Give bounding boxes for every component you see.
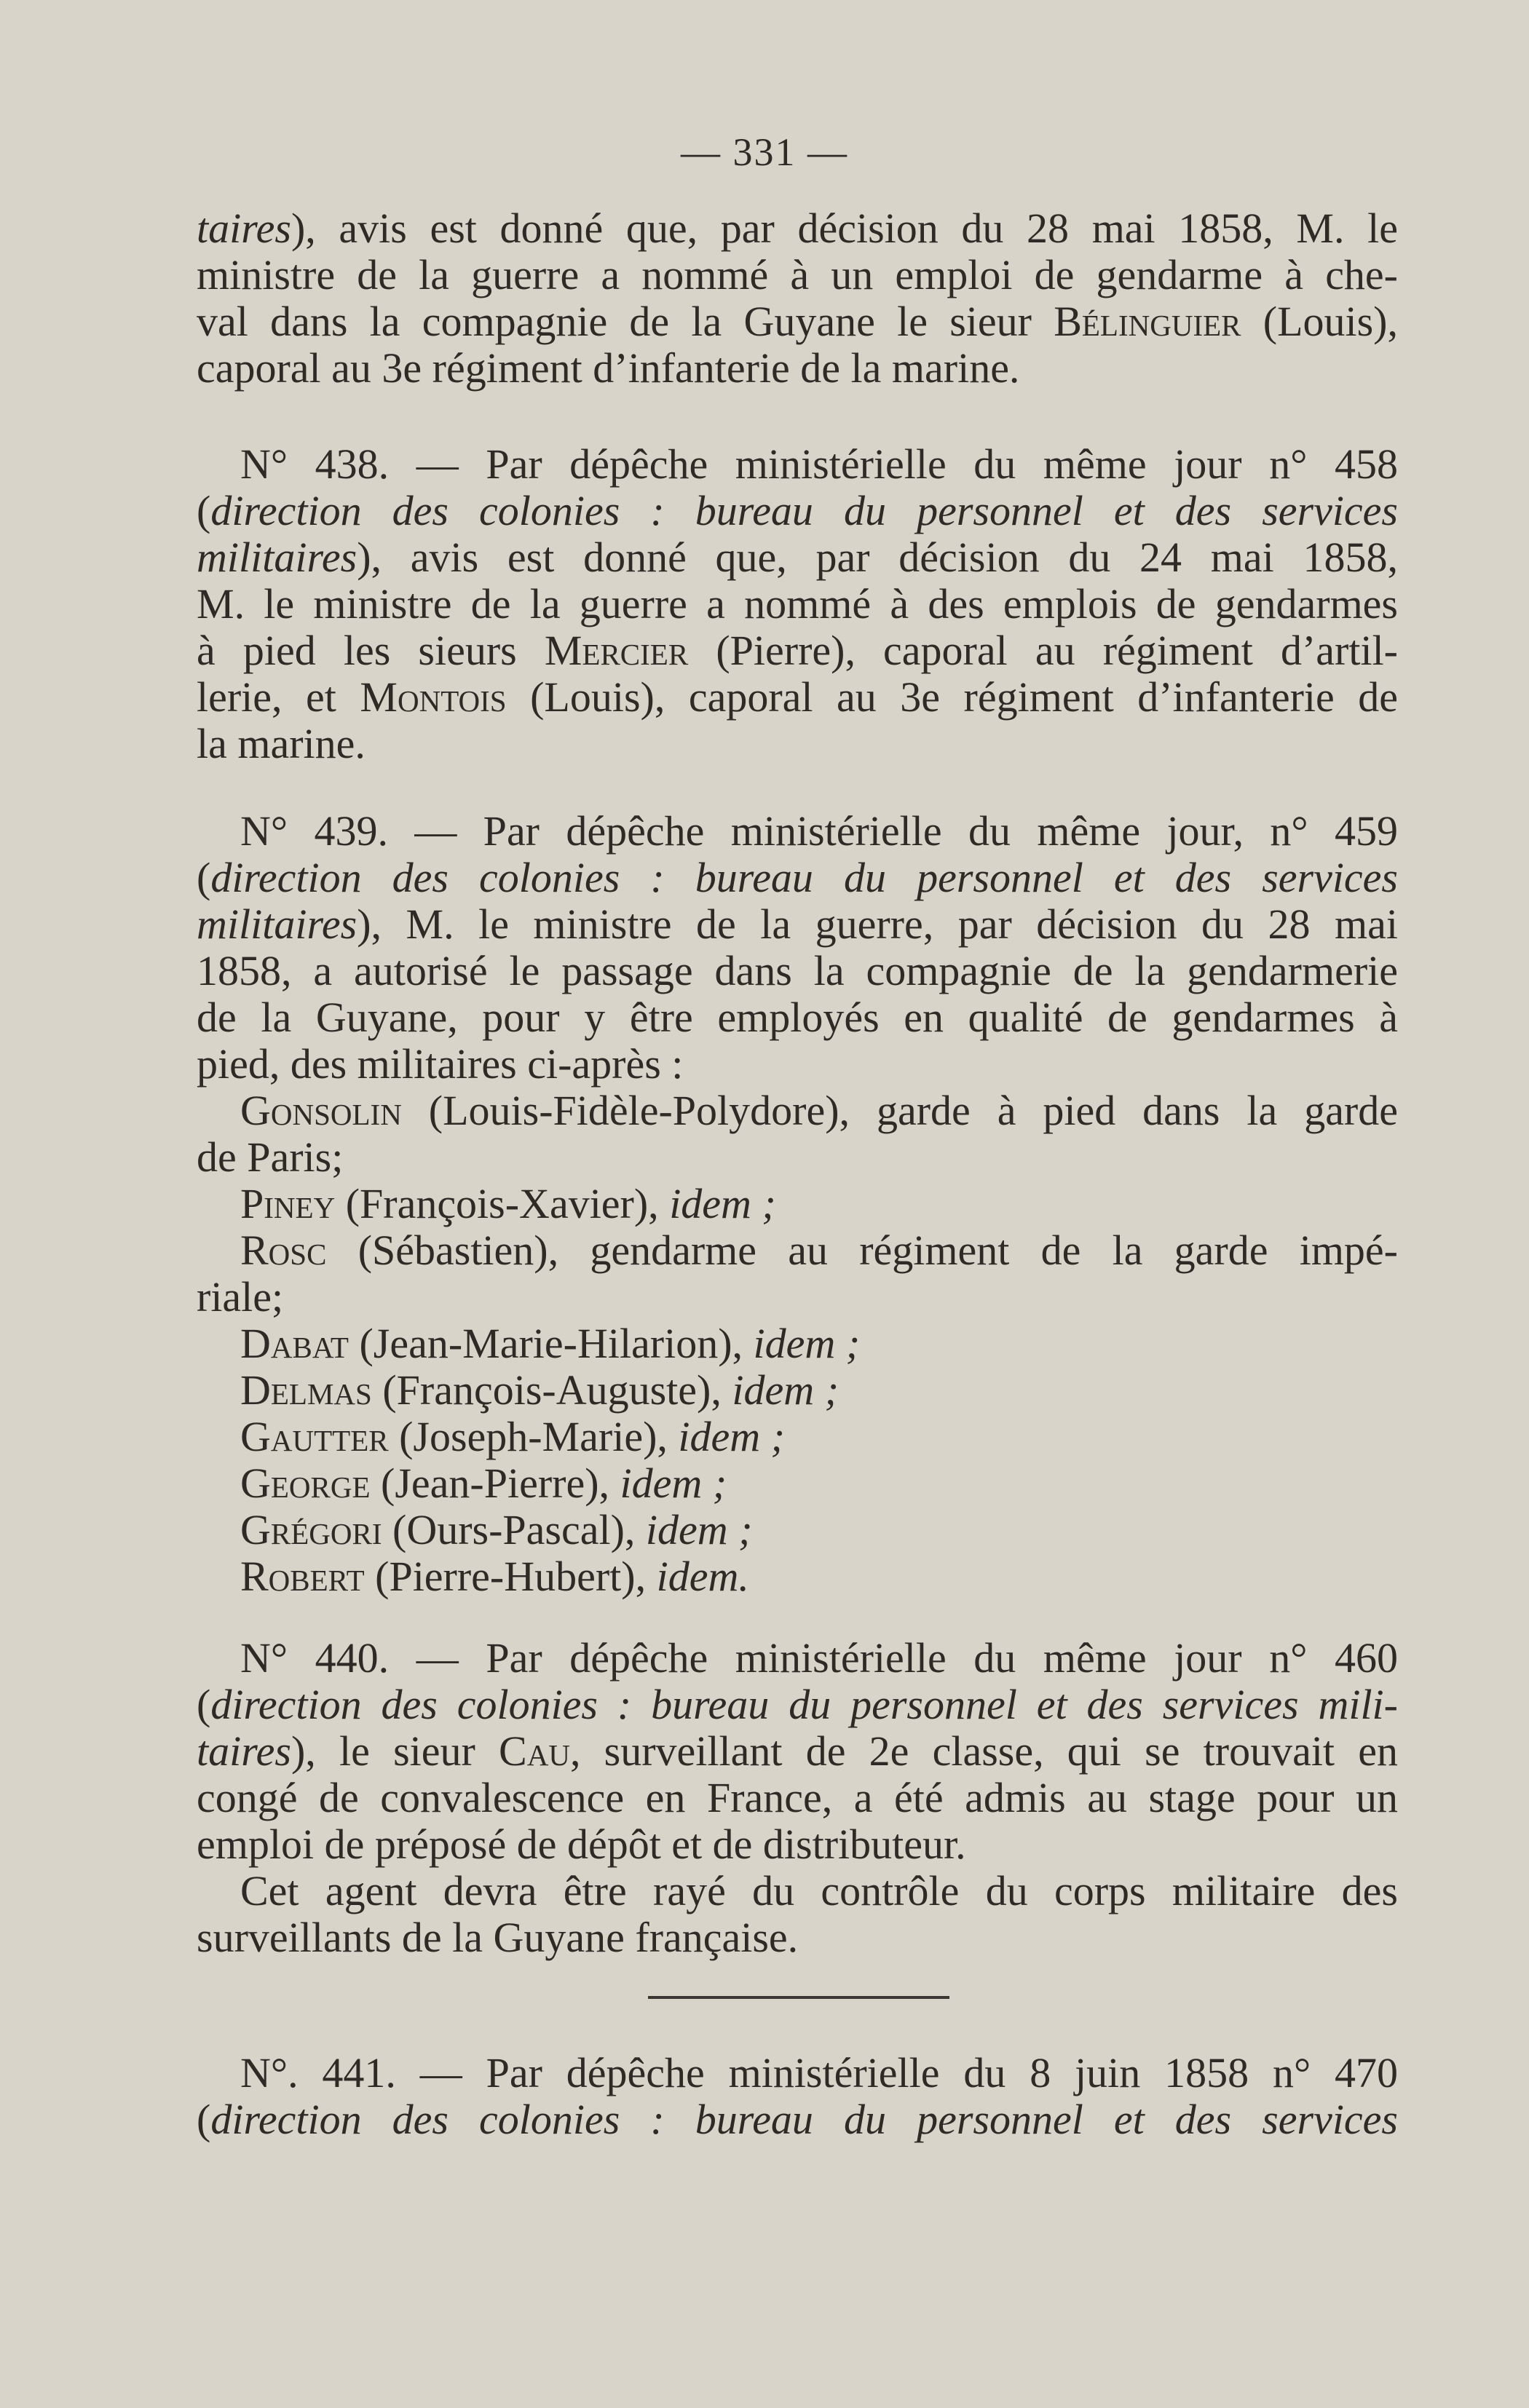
entry-438 [197,441,1398,767]
list-item: Dabat (Jean-Marie-Hilarion), idem ; [240,1320,861,1367]
text-line: de Paris; [197,1133,344,1181]
text-line: ministre de la guerre a nommé à un emploi de gendarme à che- [197,251,1398,298]
text-line: taires), avis est donné que, par décision du 28 mai 1858, M. le [197,205,1398,252]
text-line: (direction des colonies : bureau du personnel et des services [197,2096,1398,2143]
entry-heading: N°. 441. — Par dépêche ministérielle du 8 juin 1858 n° 470 [240,2049,1398,2096]
entry-440 [197,1635,1398,1961]
text-line: la marine. [197,720,366,767]
surname: Delmas [240,1366,372,1414]
surname: Robert [240,1553,365,1600]
text-line: lerie, et Montois (Louis), caporal au 3e régiment d’infanterie de [197,673,1398,721]
list-item: Rosc (Sébastien), gendarme au régiment de la garde impé- [240,1227,1398,1274]
surname: Grégori [240,1506,382,1553]
entry-441 [197,2050,1398,2143]
entry-heading: N° 439. — Par dépêche ministérielle du même jour, n° 459 [240,807,1398,855]
text-line: à pied les sieurs Mercier (Pierre), caporal au régiment d’artil- [197,627,1399,674]
text-line: (direction des colonies : bureau du personnel et des services [197,487,1398,534]
surname: Dabat [240,1320,349,1367]
text-line: riale; [197,1273,284,1320]
list-item: Grégori (Ours-Pascal), idem ; [240,1506,753,1553]
text-line: 1858, a autorisé le passage dans la compagnie de la gendarmerie [197,947,1398,994]
surname: Montois [360,673,507,721]
text-line: militaires), avis est donné que, par décision du 24 mai 1858, [197,534,1398,581]
list-item: Piney (François-Xavier), idem ; [240,1180,776,1227]
list-item: Robert (Pierre-Hubert), idem. [240,1553,749,1600]
text-line: de la Guyane, pour y être employés en qualité de gendarmes à [197,994,1398,1041]
text-line: militaires), M. le ministre de la guerre, par décision du 28 mai [197,900,1398,948]
text-line: pied, des militaires ci-après : [197,1040,684,1088]
text-line: congé de convalescence en France, a été admis au stage pour un [197,1774,1398,1821]
entry-heading: N° 440. — Par dépêche ministérielle du même jour n° 460 [240,1634,1398,1682]
text-line: emploi de préposé de dépôt et de distributeur. [197,1821,966,1868]
surname: Bélinguier [1054,298,1241,345]
surname: Rosc [240,1227,327,1274]
surname: George [240,1460,371,1507]
surname: Gautter [240,1413,389,1460]
text-line: (direction des colonies : bureau du personnel et des services [197,854,1398,901]
surname: Mercier [544,627,689,674]
list-item: Gautter (Joseph-Marie), idem ; [240,1413,785,1460]
entry-heading: N° 438. — Par dépêche ministérielle du même jour n° 458 [240,440,1398,488]
section-divider [648,1996,949,1999]
text-line: M. le ministre de la guerre a nommé à des emplois de gendarmes [197,580,1398,627]
text-line: taires), le sieur Cau, surveillant de 2e classe, qui se trouvait en [197,1727,1399,1775]
text-line: val dans la compagnie de la Guyane le sieur Bélinguier (Louis), [197,298,1398,345]
text-line: (direction des colonies : bureau du personnel et des services mili- [197,1681,1398,1728]
surname: Cau [499,1727,570,1775]
text-line: surveillants de la Guyane française. [197,1914,799,1961]
paragraph-continuation [197,205,1398,392]
text-line: caporal au 3e régiment d’infanterie de la marine. [197,344,1020,392]
list-item: George (Jean-Pierre), idem ; [240,1460,727,1507]
list-item: Delmas (François-Auguste), idem ; [240,1366,839,1414]
surname: Piney [240,1180,336,1227]
text-line: Cet agent devra être rayé du contrôle du corps militaire des [240,1867,1398,1914]
surname: Gonsolin [240,1087,402,1134]
page-number: — 331 — [681,130,848,174]
list-item: Gonsolin (Louis-Fidèle-Polydore), garde à pied dans la garde [240,1087,1398,1134]
entry-439 [197,808,1398,1600]
